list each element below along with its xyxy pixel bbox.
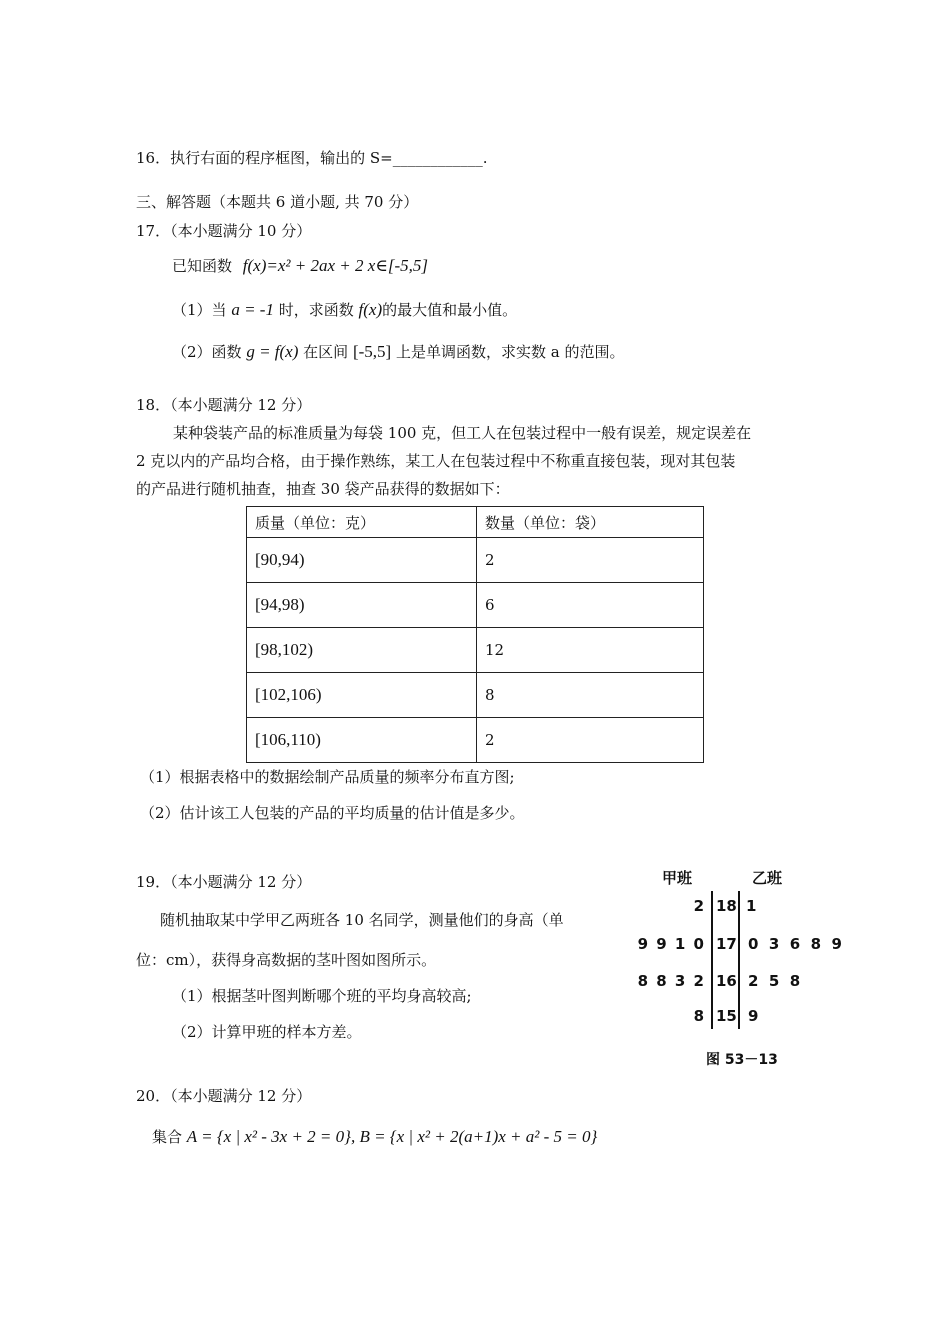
question-17-intro (172, 256, 428, 276)
q17-p2-math: g = f(x) (246, 342, 299, 361)
stem-divider-left (711, 891, 713, 1029)
table-row (247, 583, 704, 628)
q17-p1-c: 的最大值和最小值。 (382, 301, 518, 319)
leaf-right: 9 (748, 1007, 759, 1025)
leaf-left: 2 (693, 897, 704, 915)
table-cell-count: 8 (477, 673, 704, 718)
q20-set-a: A = {x | x² - 3x + 2 = 0} (186, 1127, 351, 1146)
q17-p1-f: f(x) (358, 300, 383, 319)
question-17-heading: 17．（本小题满分 10 分） (136, 222, 312, 240)
leaf-right: 0 3 6 8 9 (748, 935, 842, 953)
table-cell-count: 2 (477, 718, 704, 763)
stemleaf-caption: 图 53－13 (706, 1052, 778, 1068)
q18-part-1: （1）根据表格中的数据绘制产品质量的频率分布直方图; (140, 768, 515, 786)
table-row (247, 718, 704, 763)
table-row (247, 628, 704, 673)
leaf-left: 9 9 1 0 (637, 935, 704, 953)
leaf-right: 2 5 8 (748, 972, 801, 990)
q17-p1-a: （1）当 (172, 301, 227, 319)
q19-line-2: 位：cm），获得身高数据的茎叶图如图所示。 (136, 951, 437, 969)
question-17-part-2 (172, 342, 624, 362)
stem-divider-right (738, 891, 740, 1029)
leaf-left: 8 (693, 1007, 704, 1025)
q17-p2-interval: [-5,5] (352, 342, 392, 361)
stemleaf-left-title: 甲班 (662, 869, 693, 887)
q17-p2-a: （2）函数 (172, 343, 242, 361)
stem: 15 (716, 1007, 737, 1025)
q17-p1-b: 时，求函数 (278, 301, 354, 319)
question-17-part-1 (172, 300, 517, 320)
q20-set-b: , B = {x | x² + 2(a+1)x + a² - 5 = 0} (350, 1127, 598, 1146)
q19-line-1: 随机抽取某中学甲乙两班各 10 名同学，测量他们的身高（单 (160, 911, 564, 929)
q17-p2-b: 在区间 (303, 343, 349, 361)
stem: 18 (716, 897, 737, 915)
q20-sets (152, 1127, 597, 1147)
q17-p1-math: a = -1 (231, 300, 274, 319)
table-row (247, 538, 704, 583)
q18-line-3: 的产品进行随机抽查，抽查 30 袋产品获得的数据如下： (136, 480, 510, 498)
table-cell-interval: [94,98) (247, 583, 477, 628)
q18-line-1: 某种袋装产品的标准质量为每袋 100 克，但工人在包装过程中一般有误差，规定误差在 (173, 424, 752, 442)
leaf-left: 8 8 3 2 (637, 972, 704, 990)
question-16: 16．执行右面的程序框图，输出的 S=____________. (136, 149, 488, 167)
table-cell-interval: [90,94) (247, 538, 477, 583)
section-3-heading: 三、解答题（本题共 6 道小题, 共 70 分） (136, 193, 419, 211)
table-cell-count: 2 (477, 538, 704, 583)
table-header-row (247, 507, 704, 538)
q17-p2-c: 上是单调函数，求实数 a 的范围。 (395, 343, 625, 361)
q18-part-2: （2）估计该工人包装的产品的平均质量的估计值是多少。 (140, 804, 525, 822)
table-cell-interval: [102,106) (247, 673, 477, 718)
table-cell-count: 12 (477, 628, 704, 673)
question-18-heading: 18．（本小题满分 12 分） (136, 396, 312, 414)
stem: 17 (716, 935, 737, 953)
table-cell-interval: [106,110) (247, 718, 477, 763)
q17-intro-text: 已知函数 (172, 257, 233, 275)
q18-line-2: 2 克以内的产品均合格，由于操作熟练，某工人在包装过程中不称重直接包装，现对其包装 (136, 452, 736, 470)
table-cell-count: 6 (477, 583, 704, 628)
q19-part-2: （2）计算甲班的样本方差。 (172, 1023, 362, 1041)
table-cell-interval: [98,102) (247, 628, 477, 673)
q17-function: f(x)=x² + 2ax + 2 x∈[-5,5] (242, 256, 429, 275)
stem: 16 (716, 972, 737, 990)
table-header-count: 数量（单位：袋） (477, 507, 704, 538)
q19-part-1: （1）根据茎叶图判断哪个班的平均身高较高; (172, 987, 472, 1005)
stemleaf-right-title: 乙班 (752, 869, 783, 887)
table-header-mass: 质量（单位：克） (247, 507, 477, 538)
question-19-heading: 19．（本小题满分 12 分） (136, 873, 312, 891)
leaf-right: 1 (746, 897, 757, 915)
quality-table (246, 506, 704, 763)
q20-intro: 集合 (152, 1128, 183, 1146)
question-20-heading: 20．（本小题满分 12 分） (136, 1087, 312, 1105)
table-row (247, 673, 704, 718)
